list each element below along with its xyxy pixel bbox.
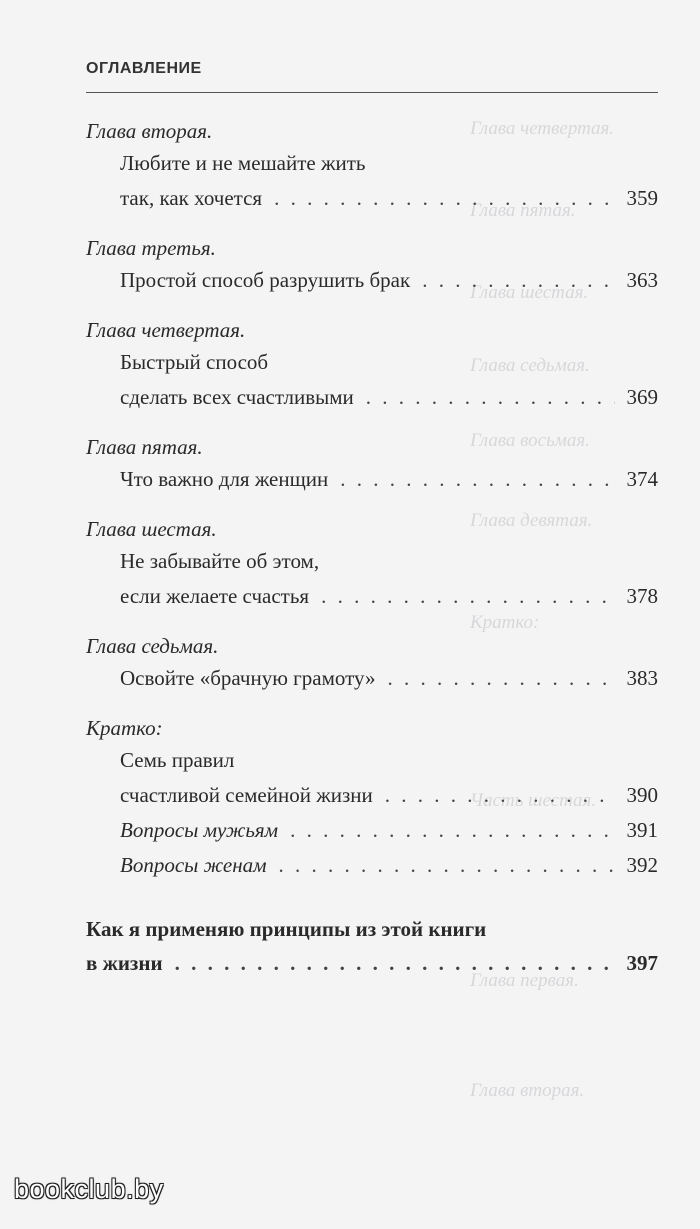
page-number: 391 [626,818,658,842]
toc-line: Любите и не мешайте жить [120,151,366,175]
toc-line: Семь правил [120,748,235,772]
page-number: 390 [626,783,658,807]
toc-chapter [86,713,658,883]
toc-line: Быстрый способ [120,350,269,374]
entry-text: так, как хочется [120,186,263,210]
toc-chapter [86,116,658,216]
entry-text: Вопросы мужьям [120,818,279,842]
dot-leader [175,946,615,981]
chapter-title: Глава пятая. [86,435,203,459]
toc-chapter [86,315,658,415]
toc-entry [86,380,658,415]
entry-text: счастливой семейной жизни [120,783,373,807]
entry-text: сделать всех счастливыми [120,385,354,409]
toc-chapter [86,631,658,696]
toc-entry [86,462,658,497]
page-number: 392 [626,853,658,877]
section-title: Как я применяю принципы из этой книги [86,917,487,941]
chapter-title: Глава седьмая. [86,634,219,658]
chapter-title: Кратко: [86,716,163,740]
entry-text: Простой способ разрушить брак [120,268,411,292]
toc-entry [86,181,658,216]
toc-entry [86,848,658,883]
chapter-title: Глава третья. [86,236,216,260]
page-number: 383 [626,666,658,690]
entry-text: Вопросы женам [120,853,267,877]
dot-leader [422,263,614,298]
toc-chapter [86,514,658,614]
toc-chapter [86,233,658,298]
table-of-contents [86,116,658,900]
toc-entry [86,579,658,614]
dot-leader [274,181,614,216]
dot-leader [340,462,614,497]
dot-leader [388,661,615,696]
dot-leader [385,778,615,813]
watermark: bookclub.by [14,1174,164,1204]
entry-text: Что важно для женщин [120,467,329,491]
page-number: 374 [626,467,658,491]
toc-chapter [86,432,658,497]
page-number: 397 [626,951,658,975]
toc-entry [86,263,658,298]
header-divider [86,92,658,93]
page-number: 359 [626,186,658,210]
toc-entry [86,946,658,981]
book-page: Глава четвертая. Глава пятая. Глава шестая. Глава седьмая. Глава восьмая. Глава девятая. Кратко: Часть шестая. Глава первая. Глава вторая. ОГЛАВЛЕНИЕ Глава вторая. Любите и не мешайте жить так, как хочется . . . 359 Глава третья. Простой способ разрушить брак . . . 363 Глава четвертая. Быстрый способ сделать всех счастливыми . . . 369 Глава пятая. Что важно для женщин . . . 374 Глава шестая. Не забывайте об этом, если желаете счастья . . . 378 Глава седьмая. Освойте «брачную грамоту» . . . 383 Кратко: Семь правил счастливой семейной жизни . . . 390 Вопросы мужьям . . . 391 Вопросы женам . . . 392 Как я применяю принципы из этой книги в жизни . . . 397 bookclub.by [0,0,700,1229]
dot-leader [290,813,614,848]
chapter-title: Глава вторая. [86,119,213,143]
page-number: 369 [626,385,658,409]
toc-entry [86,778,658,813]
chapter-title: Глава четвертая. [86,318,246,342]
dot-leader [366,380,615,415]
entry-text: Освойте «брачную грамоту» [120,666,376,690]
dot-leader [321,579,614,614]
dot-leader [279,848,615,883]
page-number: 363 [626,268,658,292]
toc-line: Не забывайте об этом, [120,549,320,573]
chapter-title: Глава шестая. [86,517,217,541]
entry-text: если желаете счастья [120,584,310,608]
closing-section [86,912,658,981]
page-title: ОГЛАВЛЕНИЕ [86,60,202,77]
toc-entry [86,661,658,696]
page-number: 378 [626,584,658,608]
entry-text: в жизни [86,951,163,975]
toc-entry [86,813,658,848]
